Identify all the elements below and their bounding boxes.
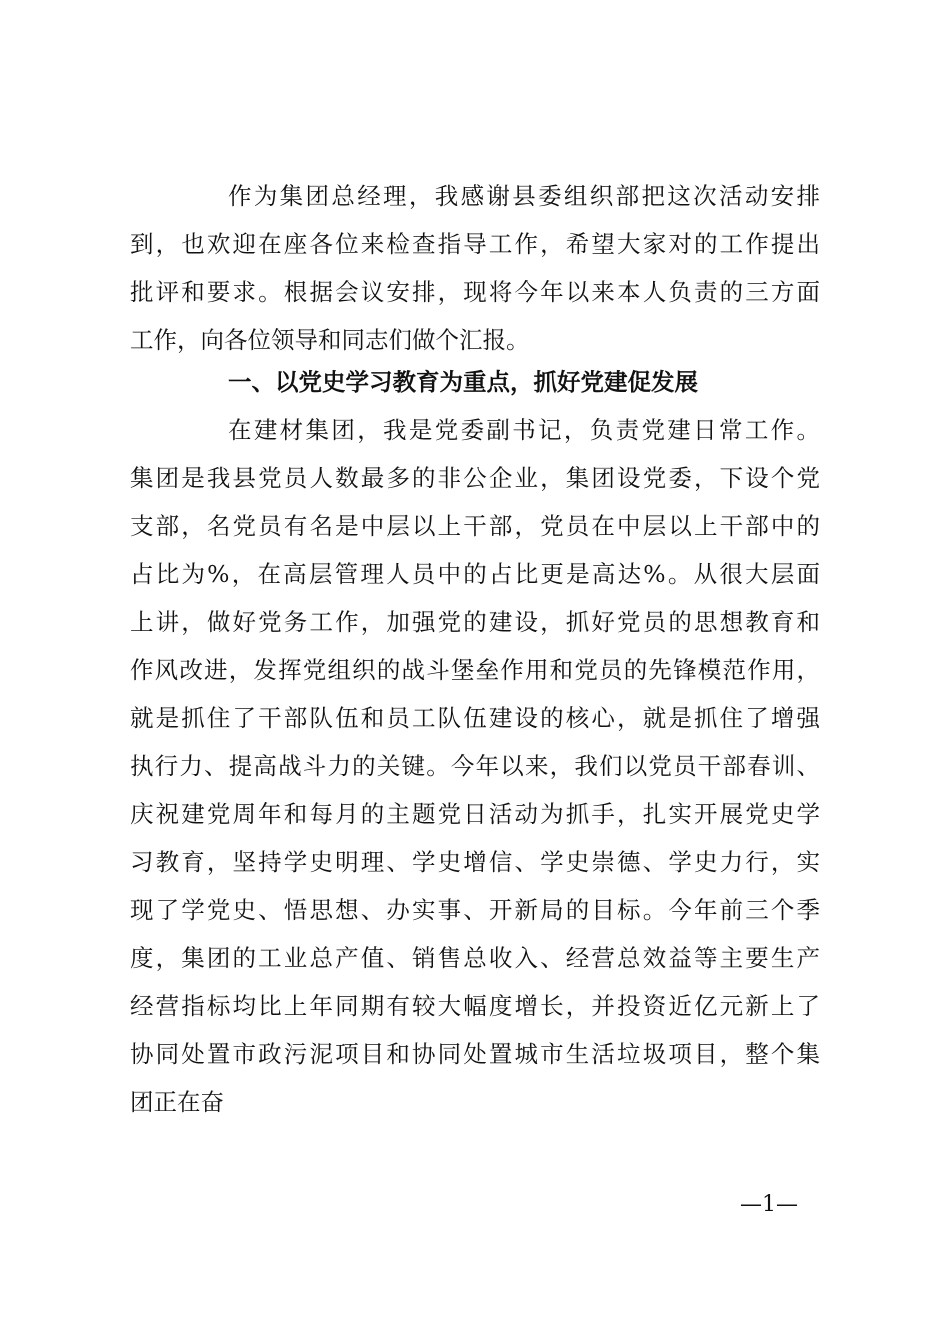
paragraph-line: 习教育，坚持学史明理、学史增信、学史崇德、学史力行，实 — [130, 848, 820, 876]
paragraph-party-building — [130, 406, 820, 1126]
paragraph-line: 作为集团总经理，我感谢县委组织部把这次活动安排 — [228, 182, 820, 210]
paragraph-line: 到，也欢迎在座各位来检查指导工作，希望大家对的工作提出 — [130, 230, 820, 258]
paragraph-line: 就是抓住了干部队伍和员工队伍建设的核心，就是抓住了增强 — [130, 704, 820, 732]
paragraph-line: 度，集团的工业总产值、销售总收入、经营总效益等主要生产 — [130, 944, 820, 972]
paragraph-line: 现了学党史、悟思想、办实事、开新局的目标。今年前三个季 — [130, 896, 820, 924]
paragraph-line: 协同处置市政污泥项目和协同处置城市生活垃圾项目，整个集 — [130, 1040, 820, 1068]
section-heading-text: 一、以党史学习教育为重点，抓好党建促发展 — [228, 368, 698, 396]
paragraph-line: 集团是我县党员人数最多的非公企业，集团设党委，下设个党 — [130, 464, 820, 492]
paragraph-line: 作风改进，发挥党组织的战斗堡垒作用和党员的先锋模范作用， — [130, 656, 820, 684]
paragraph-line: 经营指标均比上年同期有较大幅度增长，并投资近亿元新上了 — [130, 992, 820, 1020]
paragraph-intro — [130, 172, 820, 364]
paragraph-line: 占比为%，在高层管理人员中的占比更是高达%。从很大层面 — [130, 560, 820, 588]
paragraph-line: 团正在奋 — [130, 1088, 224, 1116]
paragraph-line: 执行力、提高战斗力的关键。今年以来，我们以党员干部春训、 — [130, 752, 820, 780]
paragraph-line: 庆祝建党周年和每月的主题党日活动为抓手，扎实开展党史学 — [130, 800, 820, 828]
page-number: —1— — [740, 1192, 798, 1217]
section-heading — [130, 358, 820, 406]
paragraph-line: 支部，名党员有名是中层以上干部，党员在中层以上干部中的 — [130, 512, 820, 540]
paragraph-line: 工作，向各位领导和同志们做个汇报。 — [130, 326, 530, 354]
paragraph-line: 批评和要求。根据会议安排，现将今年以来本人负责的三方面 — [130, 278, 820, 306]
paragraph-line: 上讲，做好党务工作，加强党的建设，抓好党员的思想教育和 — [130, 608, 820, 636]
paragraph-line: 在建材集团，我是党委副书记，负责党建日常工作。 — [228, 416, 820, 444]
